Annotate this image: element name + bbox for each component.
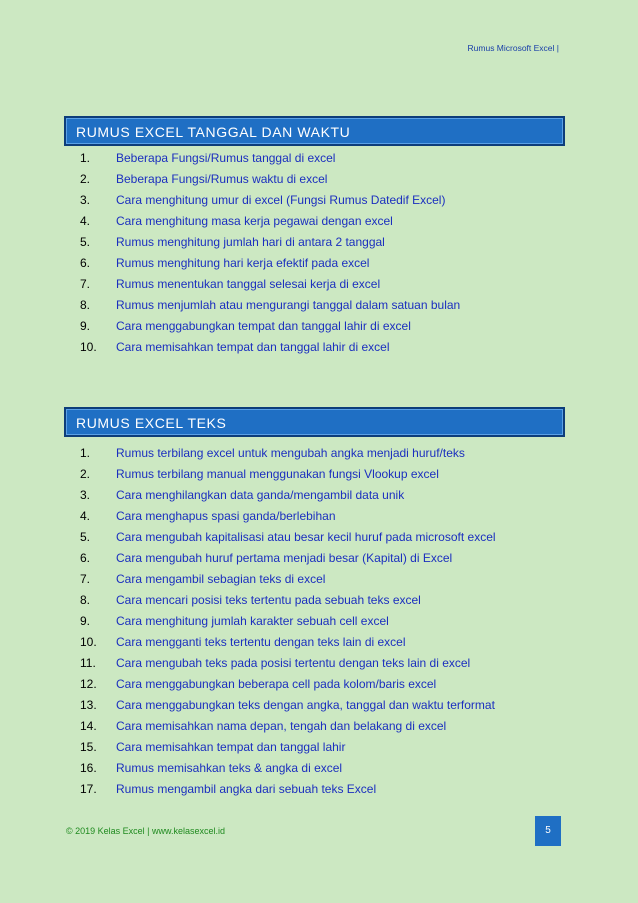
page-number: 5 xyxy=(535,816,561,846)
item-link[interactable]: Rumus menghitung jumlah hari di antara 2 tanggal xyxy=(116,235,385,249)
list-item[interactable] xyxy=(80,190,560,211)
item-number: 7. xyxy=(80,572,91,586)
item-number: 5. xyxy=(80,530,91,544)
item-number: 13. xyxy=(80,698,97,712)
item-number: 3. xyxy=(80,488,91,502)
item-number: 4. xyxy=(80,214,91,228)
item-number: 10. xyxy=(80,635,97,649)
item-number: 7. xyxy=(80,277,91,291)
item-link[interactable]: Cara mengambil sebagian teks di excel xyxy=(116,572,326,586)
item-number: 8. xyxy=(80,298,91,312)
list-teks xyxy=(80,443,560,800)
item-link[interactable]: Rumus menghitung hari kerja efektif pada excel xyxy=(116,256,370,270)
item-link[interactable]: Cara menghilangkan data ganda/mengambil data unik xyxy=(116,488,405,502)
item-link[interactable]: Rumus memisahkan teks & angka di excel xyxy=(116,761,343,775)
item-number: 2. xyxy=(80,467,91,481)
list-item[interactable] xyxy=(80,674,560,695)
item-link[interactable]: Cara mengubah huruf pertama menjadi besar (Kapital) di Excel xyxy=(116,551,453,565)
list-item[interactable] xyxy=(80,316,560,337)
item-link[interactable]: Cara memisahkan nama depan, tengah dan belakang di excel xyxy=(116,719,447,733)
item-link[interactable]: Cara memisahkan tempat dan tanggal lahir xyxy=(116,740,346,754)
item-number: 2. xyxy=(80,172,91,186)
list-item[interactable] xyxy=(80,232,560,253)
list-item[interactable] xyxy=(80,611,560,632)
item-number: 16. xyxy=(80,761,97,775)
item-link[interactable]: Rumus menjumlah atau mengurangi tanggal dalam satuan bulan xyxy=(116,298,461,312)
item-link[interactable]: Rumus mengambil angka dari sebuah teks Excel xyxy=(116,782,377,796)
section-heading-tanggal-waktu xyxy=(64,116,565,146)
item-number: 9. xyxy=(80,614,91,628)
item-number: 5. xyxy=(80,235,91,249)
item-number: 14. xyxy=(80,719,97,733)
item-link[interactable]: Cara menghitung masa kerja pegawai dengan excel xyxy=(116,214,393,228)
item-number: 1. xyxy=(80,446,91,460)
list-item[interactable] xyxy=(80,485,560,506)
item-number: 9. xyxy=(80,319,91,333)
list-tanggal-waktu xyxy=(80,148,560,358)
list-item[interactable] xyxy=(80,590,560,611)
section-title: RUMUS EXCEL TANGGAL DAN WAKTU xyxy=(76,124,351,140)
list-item[interactable] xyxy=(80,632,560,653)
item-number: 15. xyxy=(80,740,97,754)
list-item[interactable] xyxy=(80,337,560,358)
item-link[interactable]: Rumus terbilang manual menggunakan fungsi Vlookup excel xyxy=(116,467,439,481)
list-item[interactable] xyxy=(80,169,560,190)
section-heading-teks xyxy=(64,407,565,437)
list-item[interactable] xyxy=(80,758,560,779)
item-link[interactable]: Cara menggabungkan teks dengan angka, tanggal dan waktu terformat xyxy=(116,698,495,712)
item-link[interactable]: Cara menggabungkan tempat dan tanggal lahir di excel xyxy=(116,319,411,333)
list-item[interactable] xyxy=(80,716,560,737)
list-item[interactable] xyxy=(80,253,560,274)
item-link[interactable]: Cara menggabungkan beberapa cell pada kolom/baris excel xyxy=(116,677,437,691)
list-item[interactable] xyxy=(80,464,560,485)
item-number: 4. xyxy=(80,509,91,523)
footer-copyright: © 2019 Kelas Excel | www.kelasexcel.id xyxy=(66,826,226,836)
item-number: 10. xyxy=(80,340,97,354)
item-link[interactable]: Cara menghitung jumlah karakter sebuah cell excel xyxy=(116,614,389,628)
item-link[interactable]: Cara memisahkan tempat dan tanggal lahir di excel xyxy=(116,340,390,354)
list-item[interactable] xyxy=(80,737,560,758)
list-item[interactable] xyxy=(80,274,560,295)
item-link[interactable]: Beberapa Fungsi/Rumus waktu di excel xyxy=(116,172,328,186)
list-item[interactable] xyxy=(80,695,560,716)
item-link[interactable]: Rumus terbilang excel untuk mengubah angka menjadi huruf/teks xyxy=(116,446,465,460)
item-number: 6. xyxy=(80,551,91,565)
list-item[interactable] xyxy=(80,443,560,464)
item-number: 12. xyxy=(80,677,97,691)
section-title: RUMUS EXCEL TEKS xyxy=(76,415,227,431)
item-link[interactable]: Cara menghitung umur di excel (Fungsi Rumus Datedif Excel) xyxy=(116,193,446,207)
list-item[interactable] xyxy=(80,653,560,674)
item-number: 8. xyxy=(80,593,91,607)
item-link[interactable]: Cara menghapus spasi ganda/berlebihan xyxy=(116,509,336,523)
item-link[interactable]: Cara mencari posisi teks tertentu pada sebuah teks excel xyxy=(116,593,421,607)
list-item[interactable] xyxy=(80,779,560,800)
item-link[interactable]: Cara mengubah kapitalisasi atau besar kecil huruf pada microsoft excel xyxy=(116,530,496,544)
item-number: 3. xyxy=(80,193,91,207)
item-link[interactable]: Cara mengubah teks pada posisi tertentu dengan teks lain di excel xyxy=(116,656,471,670)
list-item[interactable] xyxy=(80,148,560,169)
item-link[interactable]: Rumus menentukan tanggal selesai kerja di excel xyxy=(116,277,381,291)
item-number: 17. xyxy=(80,782,97,796)
list-item[interactable] xyxy=(80,211,560,232)
list-item[interactable] xyxy=(80,548,560,569)
running-header: Rumus Microsoft Excel | xyxy=(467,43,559,53)
list-item[interactable] xyxy=(80,527,560,548)
list-item[interactable] xyxy=(80,295,560,316)
list-item[interactable] xyxy=(80,569,560,590)
item-link[interactable]: Cara mengganti teks tertentu dengan teks lain di excel xyxy=(116,635,406,649)
list-item[interactable] xyxy=(80,506,560,527)
item-number: 11. xyxy=(80,656,96,670)
item-link[interactable]: Beberapa Fungsi/Rumus tanggal di excel xyxy=(116,151,336,165)
item-number: 1. xyxy=(80,151,91,165)
item-number: 6. xyxy=(80,256,91,270)
